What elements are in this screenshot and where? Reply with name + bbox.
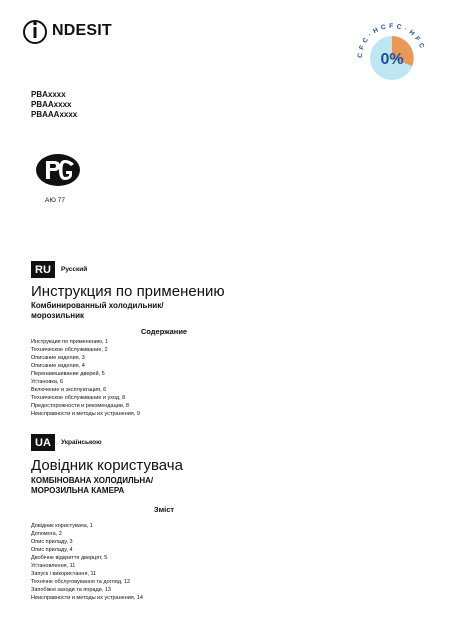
toc-item: Инструкция по применению, 1 (31, 339, 109, 345)
logo-wordmark: NDESIT (52, 22, 112, 39)
toc-item: Опис приладу, 3 (31, 539, 73, 545)
section-title: Довідник користувача (31, 457, 183, 474)
toc-item: Неисправности и методы их устранения, 9 (31, 411, 140, 417)
toc-item: Запуск і використання, 11 (31, 571, 97, 577)
toc-item: Технічне обслуговування та догляд, 12 (31, 579, 131, 585)
eco-badge (354, 20, 430, 96)
toc-item: Двобічне відкриття дверцят, 5 (31, 555, 108, 561)
toc-item: Описание изделия, 4 (31, 363, 85, 369)
model-list (31, 90, 77, 120)
subtitle-line: КОМБІНОВАНА ХОЛОДИЛЬНА/ (31, 476, 154, 485)
toc-item: Допомога, 2 (31, 531, 62, 537)
toc-item: Неисправности и методы их устранения, 14 (31, 595, 143, 601)
model-code: PBAxxxx (31, 90, 66, 99)
toc-item: Перенавешивание дверей, 5 (31, 371, 105, 377)
toc-item: Техническое обслуживание и уход, 8 (31, 395, 126, 401)
gost-certification-icon (34, 152, 82, 188)
toc-item: Довідник користувача, 1 (31, 523, 93, 529)
toc-item: Предосторожности и рекомендации, 8 (31, 403, 129, 409)
indesit-i-icon (22, 18, 50, 46)
lang-code-badge: UA (31, 434, 55, 451)
certification-code: АЮ 77 (45, 197, 65, 204)
section-subtitle (31, 301, 231, 321)
subtitle-line: Комбинированный холодильник/ (31, 301, 164, 310)
toc-item: Включение и эксплуатация, 6 (31, 387, 107, 393)
toc-item: Установлення, 11 (31, 563, 76, 569)
toc-item: Установка, 6 (31, 379, 64, 385)
table-of-contents (31, 522, 143, 602)
lang-name: Українською (61, 439, 102, 446)
lang-header-ua (31, 434, 102, 451)
badge-ring-text: CFC·HCFC·HFC (356, 22, 427, 59)
lang-header-ru (31, 261, 87, 278)
toc-item: Техническое обслуживание, 2 (31, 347, 108, 353)
badge-center-text: 0% (380, 51, 404, 68)
toc-item: Описание изделия, 3 (31, 355, 85, 361)
toc-item: Запобіжні заходи та поради, 13 (31, 587, 111, 593)
model-code: PBAAAxxxx (31, 110, 78, 119)
toc-item: Опис приладу, 4 (31, 547, 73, 553)
model-code: PBAAxxxx (31, 100, 72, 109)
subtitle-line: морозильник (31, 311, 85, 320)
toc-heading: Зміст (153, 505, 175, 514)
table-of-contents (31, 338, 140, 418)
section-subtitle (31, 476, 231, 496)
lang-name: Русский (61, 266, 88, 273)
toc-heading: Содержание (140, 327, 188, 336)
cfc-free-icon (354, 20, 430, 96)
lang-code-badge: RU (31, 261, 55, 278)
indesit-logo (22, 18, 132, 46)
subtitle-line: МОРОЗИЛЬНА КАМЕРА (31, 486, 125, 495)
section-title: Инструкция по применению (31, 283, 225, 300)
